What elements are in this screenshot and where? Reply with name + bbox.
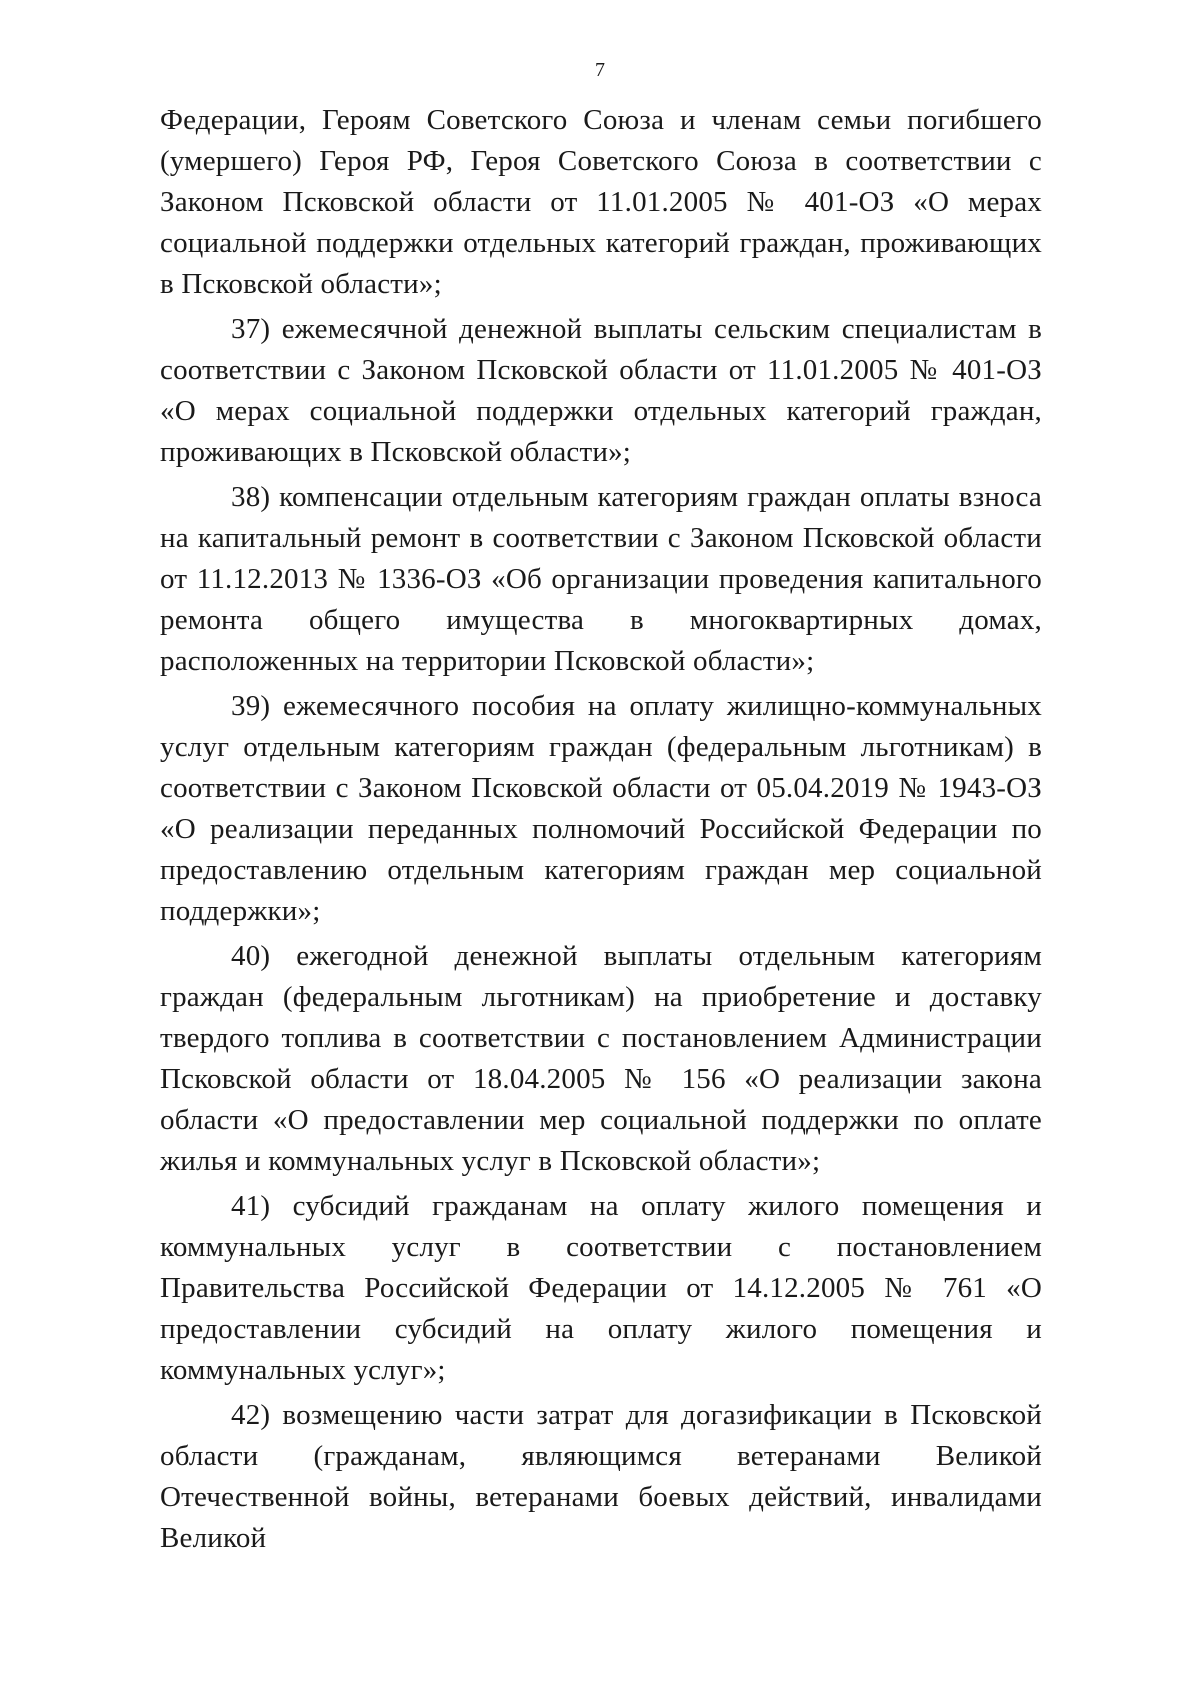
paragraph-continuation: Федерации, Героям Советского Союза и членам семьи погибшего (умершего) Героя РФ, Героя Советского Союза в соответствии с Законом Псковской области от 11.01.2005 № 401-ОЗ «О мерах социальной поддержки отдельных категорий граждан, проживающих в Псковской области»;	[160, 104, 1042, 300]
page-number: 7	[595, 59, 605, 81]
paragraph-item-42: 42) возмещению части затрат для догазификации в Псковской области (гражданам, являющимся ветеранами Великой Отечественной войны, ветеранами боевых действий, инвалидами Великой	[160, 1399, 1042, 1554]
paragraph-item-40: 40) ежегодной денежной выплаты отдельным категориям граждан (федеральным льготникам) на приобретение и доставку твердого топлива в соответствии с постановлением Администрации Псковской области от 18.04.2005 № 156 «О реализации закона области «О предоставлении мер социальной поддержки по оплате жилья и коммунальных услуг в Псковской области»;	[160, 940, 1042, 1177]
paragraph-item-39: 39) ежемесячного пособия на оплату жилищно-коммунальных услуг отдельным категориям граждан (федеральным льготникам) в соответствии с Законом Псковской области от 05.04.2019 № 1943-ОЗ «О реализации переданных полномочий Российской Федерации по предоставлению отдельным категориям граждан мер социальной поддержки»;	[160, 690, 1042, 927]
paragraph-item-38: 38) компенсации отдельным категориям граждан оплаты взноса на капитальный ремонт в соответствии с Законом Псковской области от 11.12.2013 № 1336-ОЗ «Об организации проведения капитального ремонта общего имущества в многоквартирных домах, расположенных на территории Псковской области»;	[160, 481, 1042, 677]
paragraph-item-37: 37) ежемесячной денежной выплаты сельским специалистам в соответствии с Законом Псковской области от 11.01.2005 № 401-ОЗ «О мерах социальной поддержки отдельных категорий граждан, проживающих в Псковской области»;	[160, 313, 1042, 468]
document-body	[160, 100, 1042, 1559]
paragraph-item-41: 41) субсидий гражданам на оплату жилого помещения и коммунальных услуг в соответствии с постановлением Правительства Российской Федерации от 14.12.2005 № 761 «О предоставлении субсидий на оплату жилого помещения и коммунальных услуг»;	[160, 1190, 1042, 1386]
